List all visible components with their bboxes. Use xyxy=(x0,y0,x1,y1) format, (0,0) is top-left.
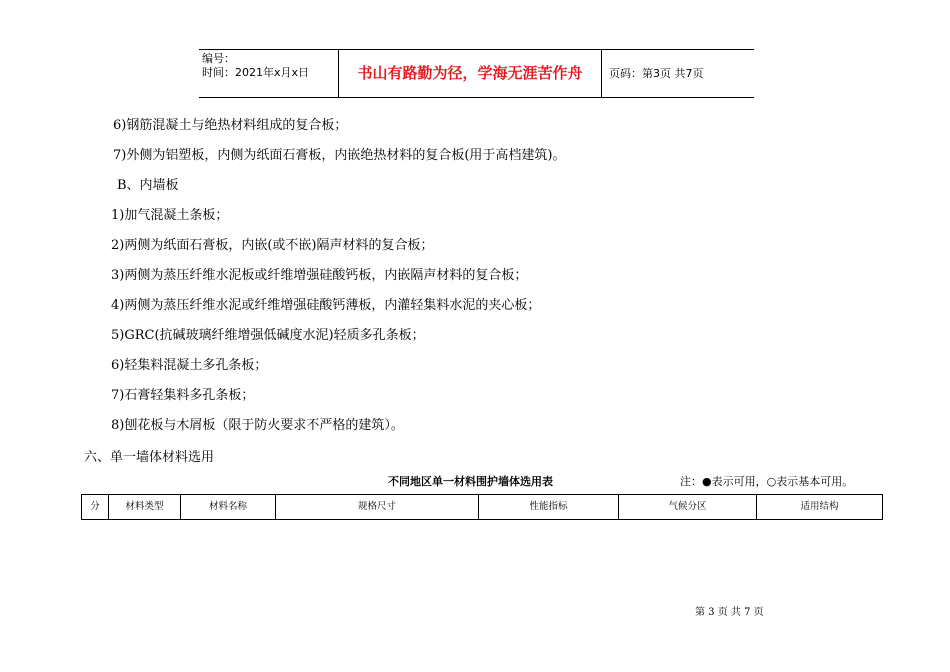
section-heading: B、内墙板 xyxy=(117,178,179,193)
header-page-number: 页码：第3页 共7页 xyxy=(609,67,704,80)
material-table xyxy=(81,494,883,520)
header-meta xyxy=(202,52,309,80)
paragraph: 7)外侧为铝塑板，内侧为纸面石膏板，内嵌绝热材料的复合板(用于高档建筑)。 xyxy=(113,148,566,163)
table-header-cell: 规格尺寸 xyxy=(276,495,479,520)
table-note: 注：●表示可用，○表示基本可用。 xyxy=(680,475,854,488)
paragraph: 2)两侧为纸面石膏板，内嵌(或不嵌)隔声材料的复合板； xyxy=(111,238,434,253)
paragraph: 1)加气混凝土条板； xyxy=(111,208,229,223)
paragraph: 3)两侧为蒸压纤维水泥板或纤维增强硅酸钙板，内嵌隔声材料的复合板； xyxy=(111,268,528,283)
number-label: 编号： xyxy=(202,52,235,65)
table-header-cell: 材料类型 xyxy=(109,495,181,520)
header-motto: 书山有路勤为径，学海无涯苦作舟 xyxy=(357,64,583,82)
table-title: 不同地区单一材料围护墙体选用表 xyxy=(388,475,553,488)
table-header-cell: 分 xyxy=(82,495,109,520)
paragraph: 6)钢筋混凝土与绝热材料组成的复合板； xyxy=(113,118,348,133)
header-divider xyxy=(601,50,602,97)
paragraph: 7)石膏轻集料多孔条板； xyxy=(111,388,255,403)
time-label: 时间：2021年x月x日 xyxy=(202,66,310,79)
table-header-cell: 适用结构 xyxy=(757,495,883,520)
table-header-cell: 气候分区 xyxy=(619,495,757,520)
section-heading: 六、单一墙体材料选用 xyxy=(84,450,215,465)
paragraph: 5)GRC(抗碱玻璃纤维增强低碱度水泥)轻质多孔条板； xyxy=(111,328,425,343)
paragraph: 4)两侧为蒸压纤维水泥或纤维增强硅酸钙薄板，内灌轻集料水泥的夹心板； xyxy=(111,298,541,313)
document-header xyxy=(199,49,754,98)
table-header-row xyxy=(82,495,883,520)
table-header-cell: 材料名称 xyxy=(181,495,276,520)
paragraph: 6)轻集料混凝土多孔条板； xyxy=(111,358,268,373)
paragraph: 8)刨花板与木屑板（限于防火要求不严格的建筑）。 xyxy=(111,418,404,433)
page-footer: 第 3 页 共 7 页 xyxy=(695,607,764,618)
table-header-cell: 性能指标 xyxy=(479,495,619,520)
